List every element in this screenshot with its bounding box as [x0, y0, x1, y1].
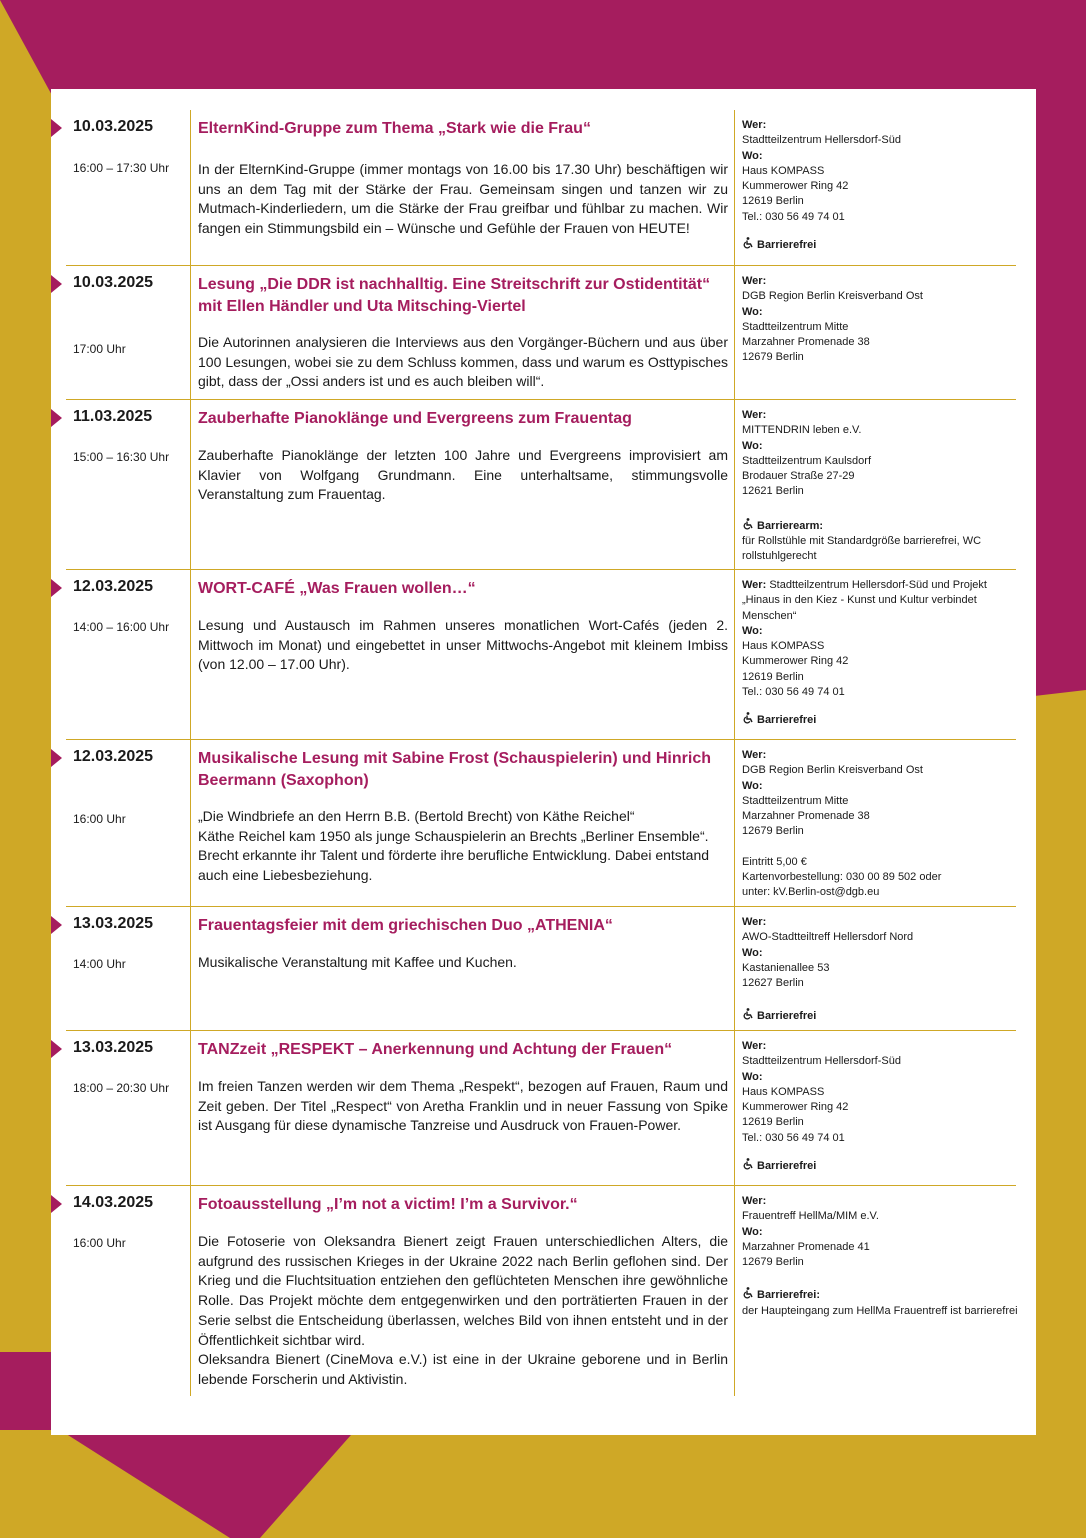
wer-value: Frauentreff HellMa/MIM e.V.	[742, 1210, 879, 1223]
wer-label: Wer:	[742, 1040, 767, 1052]
event-row	[51, 907, 1036, 1031]
event-time: 17:00 Uhr	[73, 342, 126, 356]
divider	[190, 570, 191, 740]
wheelchair-icon	[742, 518, 754, 530]
wo-line: Marzahner Promenade 41	[742, 1240, 870, 1253]
event-description: In der ElternKind-Gruppe (immer montags von 16.00 bis 17.30 Uhr) beschäftigen wir uns an dem Tag mit der Stärke der Frau. Gemeinsam singen und tanzen wir zu Mutmach-Kinderliedern, um die Stärke der Frau greifbar und fühlbar zu machen. Wir fangen ein Stimmungsbild ein – Wünsche und Gefühle der Frauen von HEUTE!	[198, 161, 728, 237]
event-info	[742, 578, 1022, 729]
event-title: Frauentagsfeier mit dem griechischen Duo „ATHENIA“	[198, 917, 613, 934]
wo-label: Wo:	[742, 1225, 763, 1238]
wo-line: Haus KOMPASS	[742, 640, 825, 653]
wer-value: Stadtteilzentrum Hellersdorf-Süd	[742, 1055, 901, 1068]
wer-label: Wer:	[742, 749, 767, 761]
wo-line: 12627 Berlin	[742, 977, 804, 990]
event-row	[51, 1031, 1036, 1186]
event-time: 15:00 – 16:30 Uhr	[73, 450, 170, 464]
event-info	[742, 274, 1022, 366]
event-date: 13.03.2025	[73, 1039, 154, 1056]
wheelchair-icon	[742, 1287, 754, 1299]
access-label: Barrierefrei	[757, 1160, 817, 1173]
row-marker-icon	[51, 749, 62, 767]
wo-line: Tel.: 030 56 49 74 01	[742, 686, 845, 699]
event-date: 12.03.2025	[73, 748, 154, 765]
wo-line: Tel.: 030 56 49 74 01	[742, 210, 845, 223]
row-marker-icon	[51, 1040, 62, 1058]
wo-line: 12621 Berlin	[742, 485, 804, 498]
access-label: Barrierefrei:	[757, 1289, 820, 1302]
extra-line: unter: kV.Berlin-ost@dgb.eu	[742, 886, 880, 899]
event-title: Zauberhafte Pianoklänge und Evergreens zum Frauentag	[198, 410, 632, 427]
divider	[734, 1186, 735, 1396]
wo-line: 12679 Berlin	[742, 351, 804, 364]
access-note: für Rollstühle mit Standardgröße barrierefrei, WC rollstuhlgerecht	[742, 535, 982, 563]
event-row	[51, 1186, 1036, 1396]
wo-label: Wo:	[742, 779, 763, 792]
wo-line: Stadtteilzentrum Mitte	[742, 794, 849, 807]
wo-line: Haus KOMPASS	[742, 1085, 825, 1098]
wo-line: 12679 Berlin	[742, 825, 804, 838]
wer-value: MITTENDRIN leben e.V.	[742, 424, 862, 437]
event-info	[742, 1039, 1022, 1174]
event-description: Lesung und Austausch im Rahmen unseres monatlichen Wort-Cafés (jeden 2. Mittwoch im Monat) und eingebettet in unser Mittwochs-Angebot mit kleinem Imbiss (von 12.00 – 17.00 Uhr).	[198, 617, 728, 673]
event-row	[51, 740, 1036, 907]
wo-label: Wo:	[742, 305, 763, 318]
event-row	[51, 89, 1036, 266]
wheelchair-icon	[742, 1158, 754, 1170]
wer-label: Wer:	[742, 119, 767, 131]
wer-label: Wer:	[742, 1195, 767, 1207]
event-description: Im freien Tanzen werden wir dem Thema „Respekt“, bezogen auf Frauen, Raum und Zeit geben. Der Titel „Respect“ von Aretha Franklin und in neuer Fassung von Spike ist Ausgang für diese dynamische Tanzreise und Ausdruck von Frauen-Power.	[198, 1078, 728, 1134]
event-row	[51, 266, 1036, 400]
event-date: 13.03.2025	[73, 915, 154, 932]
event-info	[742, 748, 1022, 901]
event-date: 10.03.2025	[73, 274, 154, 291]
wo-line: Marzahner Promenade 38	[742, 810, 870, 823]
divider	[190, 110, 191, 266]
event-date: 12.03.2025	[73, 578, 154, 595]
event-time: 16:00 – 17:30 Uhr	[73, 161, 170, 175]
event-time: 18:00 – 20:30 Uhr	[73, 1081, 170, 1095]
event-time: 14:00 – 16:00 Uhr	[73, 620, 170, 634]
access-label: Barrierefrei	[757, 239, 817, 252]
wer-value: DGB Region Berlin Kreisverband Ost	[742, 764, 923, 777]
row-marker-icon	[51, 916, 62, 934]
event-title: Musikalische Lesung mit Sabine Frost (Schauspielerin) und Hinrich Beermann (Saxophon)	[198, 750, 711, 789]
event-info	[742, 408, 1022, 565]
wo-label: Wo:	[742, 1070, 763, 1083]
wo-line: Stadtteilzentrum Mitte	[742, 320, 849, 333]
wer-value: Stadtteilzentrum Hellersdorf-Süd	[742, 134, 901, 147]
access-label: Barrierefrei	[757, 1010, 817, 1023]
event-row	[51, 570, 1036, 740]
wer-label: Wer:	[742, 409, 767, 421]
wo-line: 12619 Berlin	[742, 670, 804, 683]
event-date: 14.03.2025	[73, 1194, 154, 1211]
row-marker-icon	[51, 579, 62, 597]
wo-line: Kummerower Ring 42	[742, 180, 849, 193]
event-title: ElternKind-Gruppe zum Thema „Stark wie die Frau“	[198, 120, 591, 137]
event-description: Die Fotoserie von Oleksandra Bienert zeigt Frauen unterschiedlichen Alters, die aufgrund des russischen Krieges in der Ukraine 2022 nach Berlin geflohen sind. Der Krieg und die Fluchtsituation entziehen den geflüchteten Menschen ihre gewöhnliche Rolle. Das Projekt möchte dem entgegenwirken und den porträtierten Frauen in der Serie selbst die Entscheidung überlassen, welches Bild von ihnen entsteht und in der Öffentlichkeit sichtbar wird. Oleksandra Bienert (CineMova e.V.) ist eine in der Ukraine geborene und in Berlin lebende Forscherin und Aktivistin.	[198, 1233, 728, 1387]
divider	[734, 266, 735, 400]
divider	[190, 907, 191, 1031]
wo-label: Wo:	[742, 946, 763, 959]
divider	[190, 266, 191, 400]
event-time: 16:00 Uhr	[73, 812, 126, 826]
event-time: 14:00 Uhr	[73, 957, 126, 971]
wer-value: Stadtteilzentrum Hellersdorf-Süd und Projekt „Hinaus in den Kiez - Kunst und Kultur verbindet Menschen“	[742, 579, 987, 622]
event-info	[742, 118, 1022, 253]
event-date: 11.03.2025	[73, 408, 153, 425]
wer-label: Wer:	[742, 916, 767, 928]
row-marker-icon	[51, 1195, 62, 1213]
wo-line: Tel.: 030 56 49 74 01	[742, 1131, 845, 1144]
event-title: WORT-CAFÉ „Was Frauen wollen…“	[198, 580, 476, 597]
event-description: Musikalische Veranstaltung mit Kaffee und Kuchen.	[198, 954, 517, 970]
divider	[190, 1186, 191, 1396]
wo-label: Wo:	[742, 624, 763, 637]
wo-line: 12679 Berlin	[742, 1256, 804, 1269]
divider	[734, 1031, 735, 1186]
divider	[190, 1031, 191, 1186]
event-description: Zauberhafte Pianoklänge der letzten 100 Jahre und Evergreens improvisiert am Klavier von Wolfgang Grundmann. Eine unterhaltsame, stimmungsvolle Veranstaltung zum Frauentag.	[198, 447, 728, 503]
event-sheet	[51, 89, 1036, 1435]
wer-value: AWO-Stadtteiltreff Hellersdorf Nord	[742, 931, 914, 944]
wer-label: Wer:	[742, 579, 767, 591]
event-time: 16:00 Uhr	[73, 1236, 126, 1250]
event-description: „Die Windbriefe an den Herrn B.B. (Bertold Brecht) von Käthe Reichel“ Käthe Reichel kam 1950 als junge Schauspielerin an Brechts „Berliner Ensemble“. Brecht erkannte ihr Talent und förderte ihre berufliche Entwicklung. Dabei entstand auch eine Liebesbeziehung.	[198, 808, 710, 884]
divider	[734, 110, 735, 266]
wo-line: Marzahner Promenade 38	[742, 336, 870, 349]
wheelchair-icon	[742, 237, 754, 249]
access-label: Barrierearm:	[757, 519, 824, 532]
access-note: der Haupteingang zum HellMa Frauentreff ist barrierefrei	[742, 1304, 1018, 1317]
divider	[190, 740, 191, 907]
event-title: Lesung „Die DDR ist nachhalltig. Eine Streitschrift zur Ostidentität“ mit Ellen Händler und Uta Mitsching-Viertel	[198, 276, 711, 315]
wheelchair-icon	[742, 1008, 754, 1020]
event-title: Fotoausstellung „I’m not a victim! I’m a Survivor.“	[198, 1196, 578, 1213]
event-date: 10.03.2025	[73, 118, 154, 135]
divider	[734, 400, 735, 570]
extra-line: Kartenvorbestellung: 030 00 89 502 oder	[742, 871, 942, 884]
divider	[190, 400, 191, 570]
row-marker-icon	[51, 275, 62, 293]
wer-label: Wer:	[742, 275, 767, 287]
wo-line: Kummerower Ring 42	[742, 1101, 849, 1114]
extra-line: Eintritt 5,00 €	[742, 855, 807, 868]
wer-value: DGB Region Berlin Kreisverband Ost	[742, 290, 923, 303]
event-info	[742, 1194, 1022, 1319]
wheelchair-icon	[742, 712, 754, 724]
wo-line: Kummerower Ring 42	[742, 655, 849, 668]
divider	[734, 907, 735, 1031]
row-marker-icon	[51, 409, 62, 427]
wo-label: Wo:	[742, 439, 763, 452]
wo-label: Wo:	[742, 149, 763, 162]
event-info	[742, 915, 1022, 1025]
wo-line: 12619 Berlin	[742, 1116, 804, 1129]
divider	[734, 740, 735, 907]
wo-line: 12619 Berlin	[742, 195, 804, 208]
wo-line: Stadtteilzentrum Kaulsdorf	[742, 454, 872, 467]
event-title: TANZzeit „RESPEKT – Anerkennung und Achtung der Frauen“	[198, 1041, 673, 1058]
access-label: Barrierefrei	[757, 714, 817, 727]
wo-line: Kastanienallee 53	[742, 961, 830, 974]
divider	[734, 570, 735, 740]
event-row	[51, 400, 1036, 570]
event-description: Die Autorinnen analysieren die Interviews aus den Vorgänger-Büchern und aus über 100 Lesungen, wobei sie zu dem Schluss kommen, dass und warum es Osttypisches gibt, dass der „Ossi anders ist und es auch bleiben will“.	[198, 334, 728, 390]
wo-line: Brodauer Straße 27-29	[742, 470, 855, 483]
wo-line: Haus KOMPASS	[742, 164, 825, 177]
row-marker-icon	[51, 119, 62, 137]
